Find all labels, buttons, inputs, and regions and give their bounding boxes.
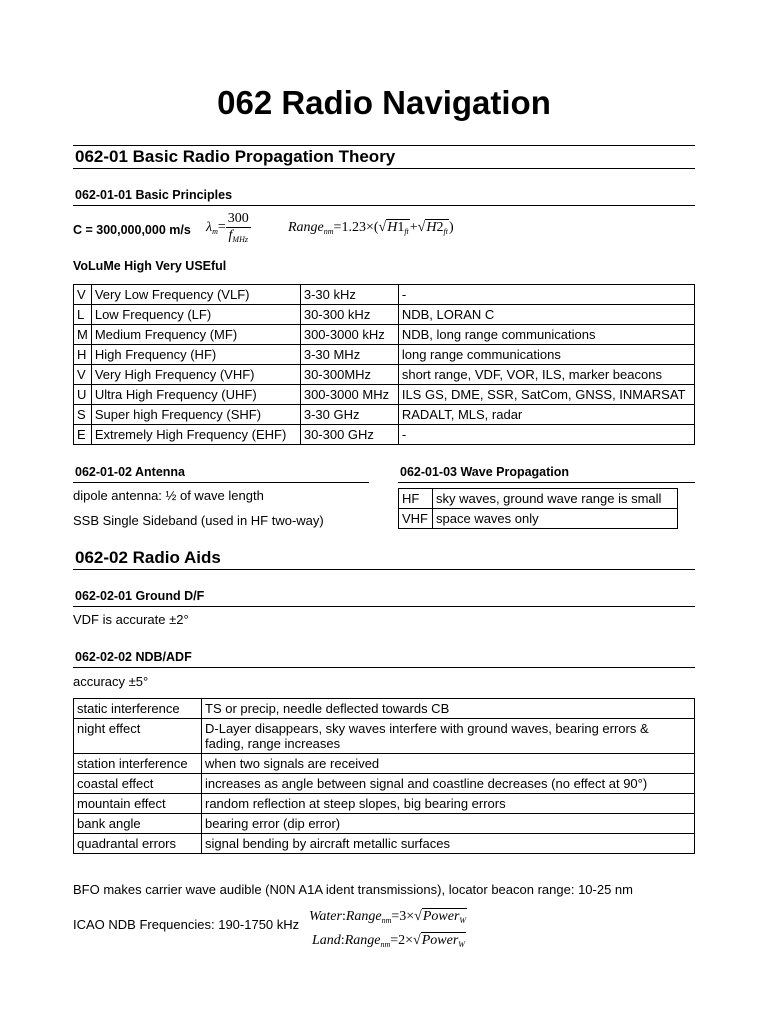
table-cell: NDB, LORAN C (398, 305, 694, 325)
table-row (74, 405, 695, 425)
section-heading-062-01: 062-01 Basic Radio Propagation Theory (75, 147, 396, 166)
table-row (74, 699, 695, 719)
subsection-rule (73, 667, 695, 668)
bfo-text: BFO makes carrier wave audible (N0N A1A ident transmissions), locator beacon range: 10-25 nm (73, 882, 633, 897)
table-cell: V (74, 365, 92, 385)
table-cell: Very Low Frequency (VLF) (91, 285, 300, 305)
land-range-formula: Land:Range$_{nm}$=2×√Power$_W$ (312, 933, 465, 949)
table-cell: Super high Frequency (SHF) (91, 405, 300, 425)
water-range-formula: Water:Range$_{nm}$=3×√Power$_W$ (309, 909, 467, 925)
table-cell: 300-3000 MHz (300, 385, 398, 405)
table-row (74, 754, 695, 774)
table-row (399, 509, 678, 529)
subsection-rule (73, 205, 695, 206)
table-cell: Extremely High Frequency (EHF) (91, 425, 300, 445)
frequency-band-table (73, 284, 695, 445)
table-cell: mountain effect (74, 794, 202, 814)
subsection-rule (73, 606, 695, 607)
table-cell: V (74, 285, 92, 305)
table-cell: signal bending by aircraft metallic surfaces (202, 834, 695, 854)
table-row (74, 305, 695, 325)
table-cell: long range communications (398, 345, 694, 365)
table-cell: H (74, 345, 92, 365)
table-cell: VHF (399, 509, 433, 529)
table-row (74, 719, 695, 754)
table-cell: station interference (74, 754, 202, 774)
table-cell: RADALT, MLS, radar (398, 405, 694, 425)
table-row (74, 814, 695, 834)
table-cell: M (74, 325, 92, 345)
section-bottom-rule (73, 168, 695, 169)
subsection-rule (398, 482, 695, 483)
table-cell: bearing error (dip error) (202, 814, 695, 834)
table-cell: quadrantal errors (74, 834, 202, 854)
table-cell: coastal effect (74, 774, 202, 794)
table-cell: U (74, 385, 92, 405)
table-row (74, 794, 695, 814)
ndb-errors-table (73, 698, 695, 854)
subsection-heading-062-01-01: 062-01-01 Basic Principles (75, 188, 233, 202)
table-cell: Medium Frequency (MF) (91, 325, 300, 345)
table-cell: S (74, 405, 92, 425)
table-row (74, 285, 695, 305)
table-cell: Very High Frequency (VHF) (91, 365, 300, 385)
table-cell: night effect (74, 719, 202, 754)
table-row (74, 365, 695, 385)
table-row (74, 425, 695, 445)
table-cell: increases as angle between signal and coastline decreases (no effect at 90°) (202, 774, 695, 794)
table-cell: High Frequency (HF) (91, 345, 300, 365)
wave-propagation-table (398, 488, 678, 529)
table-cell: ILS GS, DME, SSR, SatCom, GNSS, INMARSAT (398, 385, 694, 405)
table-cell: HF (399, 489, 433, 509)
antenna-dipole-text: dipole antenna: ½ of wave length (73, 488, 264, 503)
ndb-range-formulas (309, 907, 467, 955)
table-cell: 30-300 GHz (300, 425, 398, 445)
table-cell: - (398, 285, 694, 305)
vdf-accuracy-text: VDF is accurate ±2° (73, 612, 189, 627)
table-cell: - (398, 425, 694, 445)
table-cell: 30-300MHz (300, 365, 398, 385)
speed-of-light: C = 300,000,000 m/s (73, 223, 191, 237)
subsection-heading-062-01-03: 062-01-03 Wave Propagation (400, 465, 570, 479)
section-bottom-rule (73, 569, 695, 570)
table-row (74, 385, 695, 405)
table-cell: static interference (74, 699, 202, 719)
range-formula: $Range_{nm}=1.23\times(√H1_{ft}+√H2_{ft})$ (288, 220, 454, 236)
antenna-ssb-text: SSB Single Sideband (used in HF two-way) (73, 513, 324, 528)
table-cell: D-Layer disappears, sky waves interfere with ground waves, bearing errors & fading, range increases (202, 719, 695, 754)
section-top-rule (73, 145, 695, 146)
ndb-accuracy-text: accuracy ±5° (73, 674, 149, 689)
wavelength-formula: $\lambda_m=$ $\frac{300}{f_{MHz}}$ (206, 211, 249, 244)
subsection-heading-062-01-02: 062-01-02 Antenna (75, 465, 185, 479)
band-mnemonic: VoLuMe High Very USEful (73, 259, 227, 273)
table-cell: 3-30 MHz (300, 345, 398, 365)
table-cell: Low Frequency (LF) (91, 305, 300, 325)
subsection-heading-062-02-02: 062-02-02 NDB/ADF (75, 650, 192, 664)
section-heading-062-02: 062-02 Radio Aids (75, 548, 221, 567)
table-row (74, 345, 695, 365)
subsection-rule (73, 482, 369, 483)
page-title: 062 Radio Navigation (217, 84, 551, 121)
table-cell: TS or precip, needle deflected towards CB (202, 699, 695, 719)
table-cell: when two signals are received (202, 754, 695, 774)
table-cell: L (74, 305, 92, 325)
table-cell: 300-3000 kHz (300, 325, 398, 345)
table-row (399, 489, 678, 509)
table-row (74, 325, 695, 345)
table-cell: NDB, long range communications (398, 325, 694, 345)
table-cell: E (74, 425, 92, 445)
table-cell: 3-30 kHz (300, 285, 398, 305)
table-cell: random reflection at steep slopes, big bearing errors (202, 794, 695, 814)
table-cell: 30-300 kHz (300, 305, 398, 325)
icao-ndb-frequencies: ICAO NDB Frequencies: 190-1750 kHz (73, 917, 300, 932)
table-row (74, 774, 695, 794)
table-cell: short range, VDF, VOR, ILS, marker beacons (398, 365, 694, 385)
subsection-heading-062-02-01: 062-02-01 Ground D/F (75, 589, 205, 603)
table-cell: sky waves, ground wave range is small (433, 489, 678, 509)
table-cell: bank angle (74, 814, 202, 834)
table-cell: 3-30 GHz (300, 405, 398, 425)
table-row (74, 834, 695, 854)
table-cell: space waves only (433, 509, 678, 529)
table-cell: Ultra High Frequency (UHF) (91, 385, 300, 405)
